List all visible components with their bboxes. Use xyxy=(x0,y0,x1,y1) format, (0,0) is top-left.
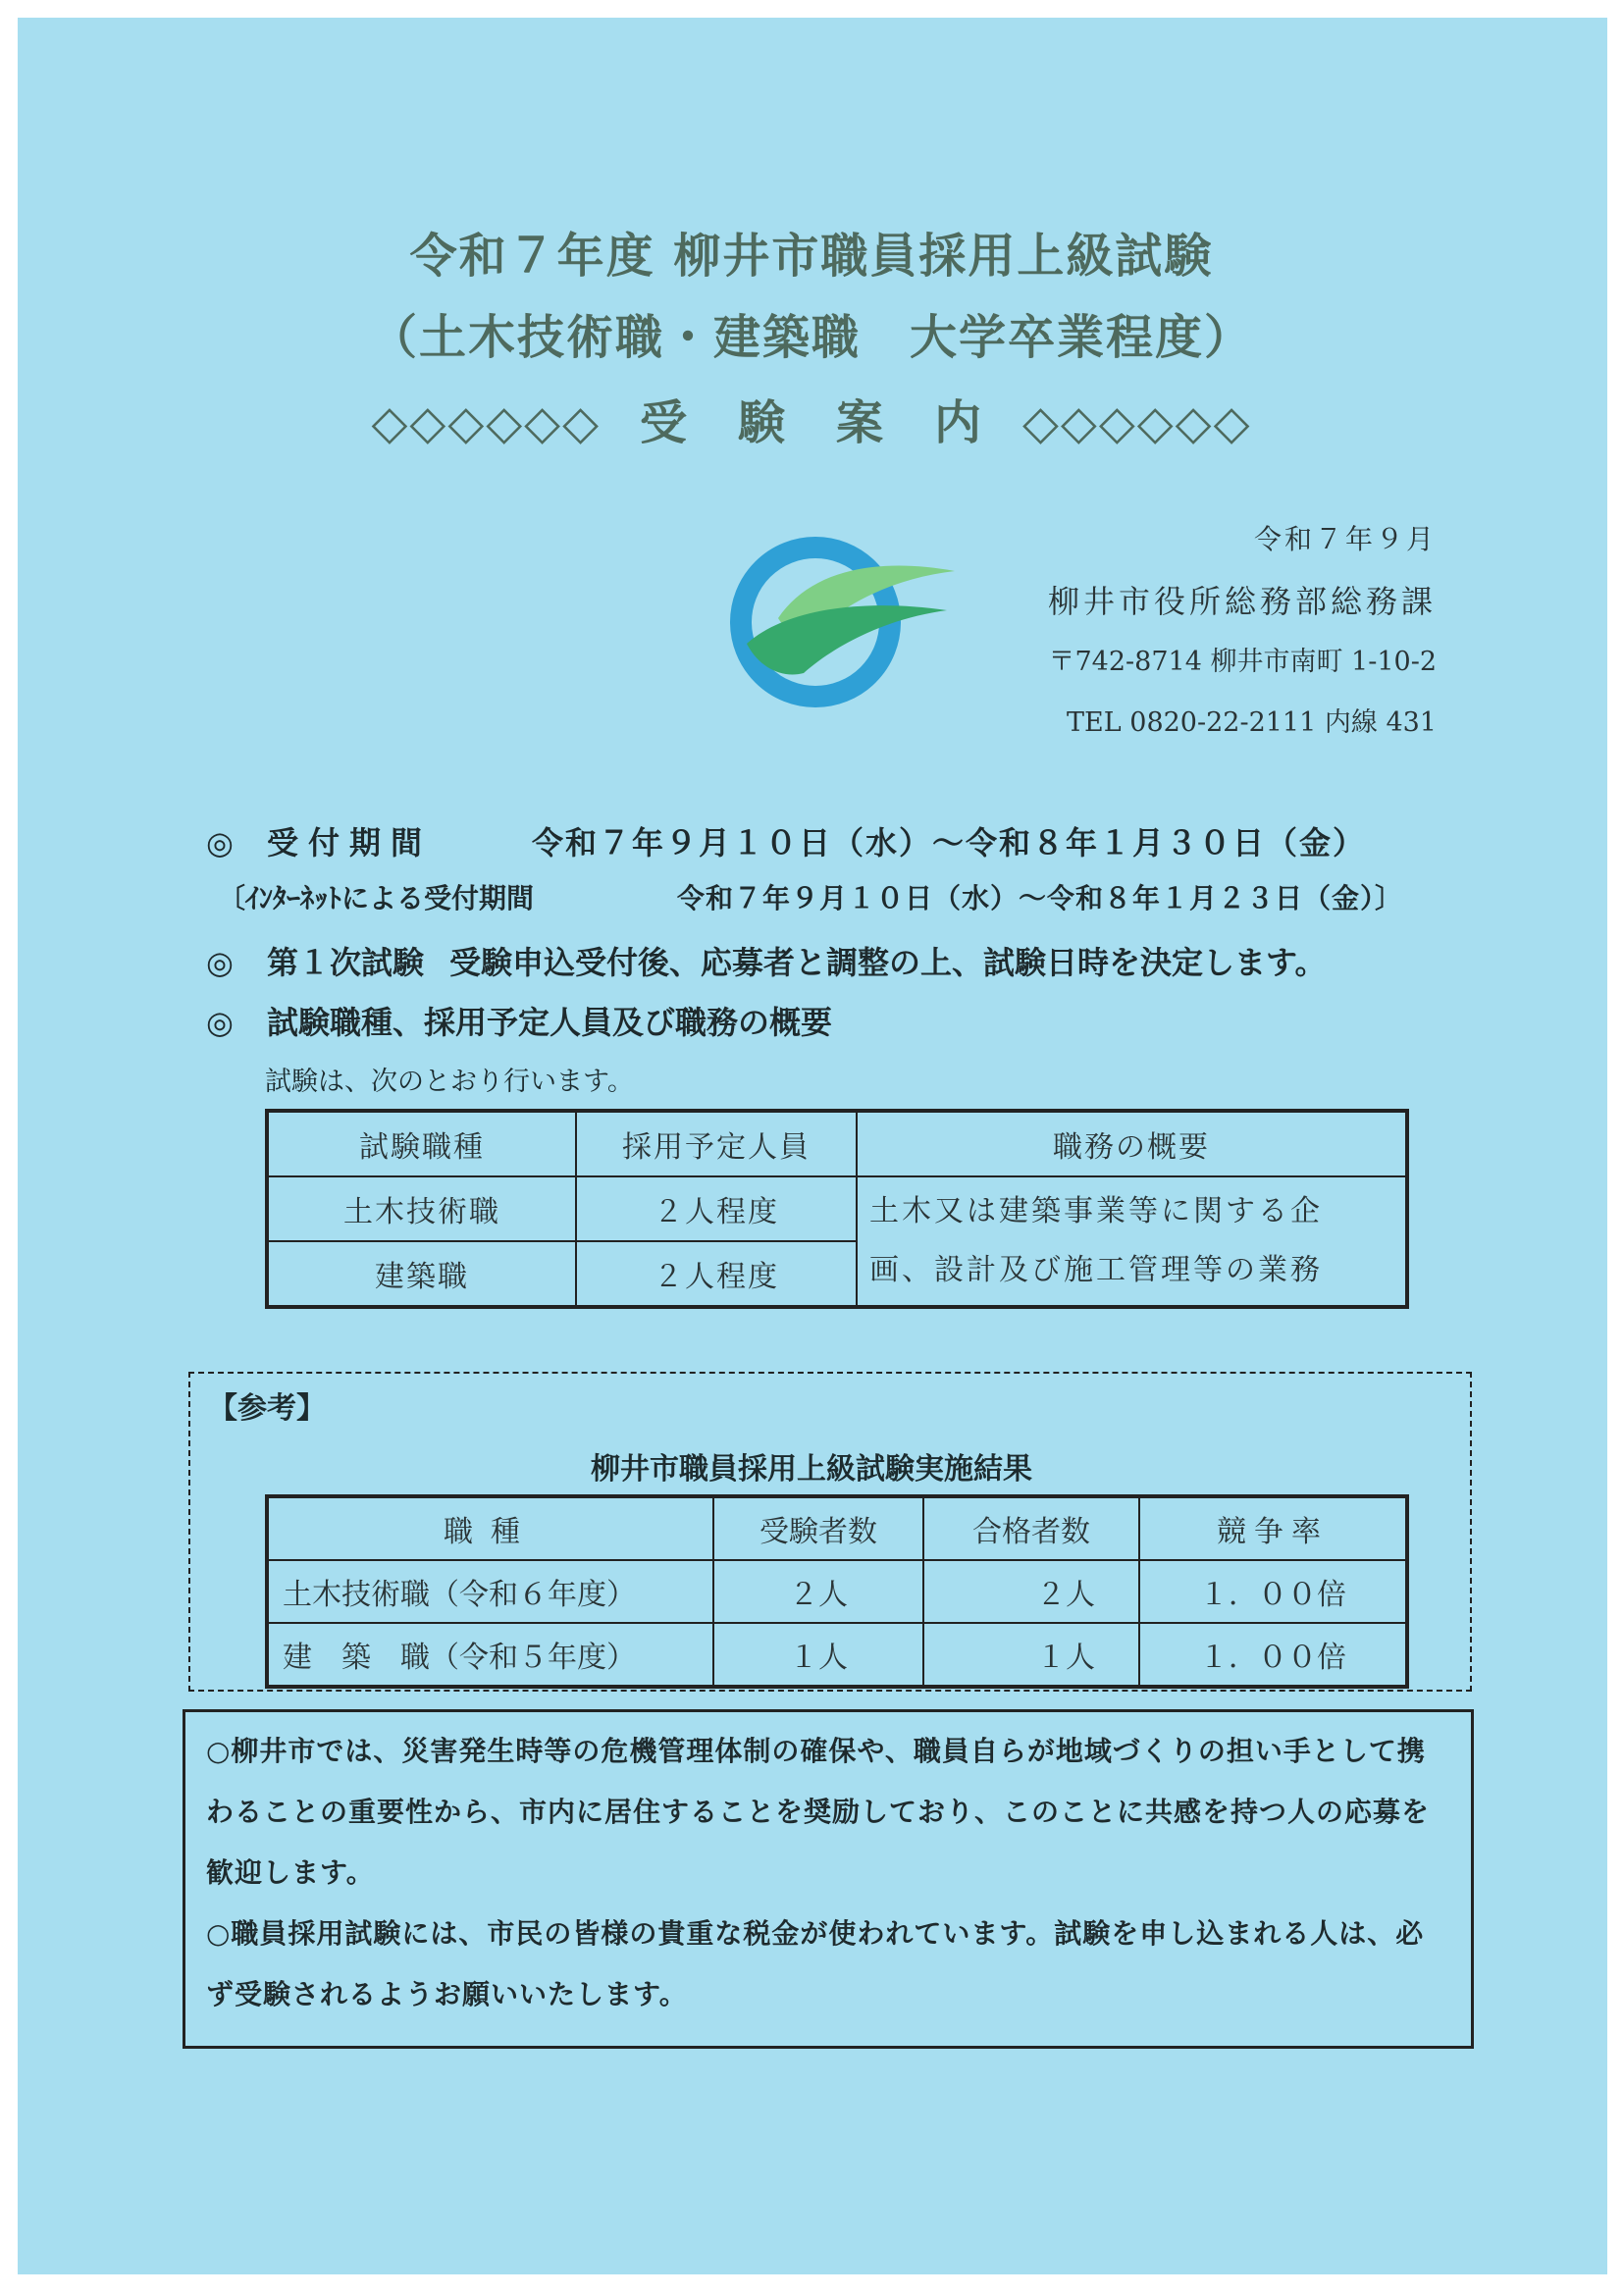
first-exam xyxy=(206,938,1326,983)
table-header-cell: 受験者数 xyxy=(713,1496,923,1560)
reference-title: 柳井市職員採用上級試験実施結果 xyxy=(591,1452,1032,1487)
reception-value: 令和７年９月１０日（水）～令和８年１月３０日（金） xyxy=(532,824,1367,861)
attendance-note: ○職員採用試験には、市民の皆様の貴重な税金が使われています。試験を申し込まれる人は、必ず受験されるようお願いいたします。 xyxy=(206,1917,1425,2010)
job-name-cell: 建築職 xyxy=(267,1241,576,1307)
overview-heading xyxy=(206,998,832,1043)
title-deco-right: ◇◇◇◇◇◇ xyxy=(1022,395,1252,450)
first-exam-label: 第１次試験 xyxy=(267,944,425,981)
job-count-cell: ２人程度 xyxy=(576,1176,857,1241)
job-count-cell: ２人程度 xyxy=(576,1241,857,1307)
job-name-cell: 土木技術職 xyxy=(267,1176,576,1241)
title-line-2: （土木技術職・建築職 大学卒業程度） xyxy=(369,310,1253,365)
exam-intro-text: 試験は、次のとおり行います。 xyxy=(265,1067,634,1097)
result-applicants-cell: ２人 xyxy=(713,1560,923,1623)
jobs-table xyxy=(265,1109,1409,1309)
result-passed-cell: １人 xyxy=(923,1623,1139,1687)
reference-label: 【参考】 xyxy=(208,1391,326,1426)
job-description-cell xyxy=(857,1176,1407,1307)
result-job-cell: 土木技術職（令和６年度） xyxy=(267,1560,713,1623)
table-row xyxy=(267,1623,1407,1687)
result-ratio-cell: １．００倍 xyxy=(1139,1560,1407,1623)
issue-date: 令和７年９月 xyxy=(1253,523,1437,555)
city-emblem-logo xyxy=(721,518,967,714)
internet-value: 令和７年９月１０日（水）～令和８年１月２３日（金）〕 xyxy=(677,882,1404,914)
job-description-line: 画、設計及び施工管理等の業務 xyxy=(869,1253,1323,1287)
title-line-1: 令和７年度 柳井市職員採用上級試験 xyxy=(409,229,1214,284)
first-exam-value: 受験申込受付後、応募者と調整の上、試験日時を決定します。 xyxy=(449,944,1327,981)
residence-note: ○柳井市では、災害発生時等の危機管理体制の確保や、職員自らが地域づくりの担い手として携わることの重要性から、市内に居住することを奨励しており、このことに共感を持つ人の応募を歓迎します。 xyxy=(206,1735,1431,1889)
issuer-phone: TEL 0820-22-2111 内線 431 xyxy=(1067,707,1437,738)
double-circle-bullet: ◎ xyxy=(206,824,234,861)
job-description-line: 土木又は建築事業等に関する企 xyxy=(869,1194,1323,1228)
table-header-row xyxy=(267,1496,1407,1560)
double-circle-bullet: ◎ xyxy=(206,1004,234,1041)
table-row xyxy=(267,1176,1407,1241)
result-ratio-cell: １．００倍 xyxy=(1139,1623,1407,1687)
overview-label: 試験職種、採用予定人員及び職務の概要 xyxy=(267,1004,833,1041)
table-header-row xyxy=(267,1111,1407,1176)
table-header-cell: 試験職種 xyxy=(267,1111,576,1176)
table-header-cell: 職務の概要 xyxy=(857,1111,1407,1176)
table-row xyxy=(267,1560,1407,1623)
internet-reception-period xyxy=(218,877,1403,916)
table-header-cell: 競争率 xyxy=(1139,1496,1407,1560)
title-main: 受 験 案 内 xyxy=(639,395,983,450)
title-deco-left: ◇◇◇◇◇◇ xyxy=(371,395,601,450)
reception-label: 受付期間 xyxy=(267,824,433,861)
issuer-address: 〒742-8714 柳井市南町 1-10-2 xyxy=(1048,647,1437,677)
result-applicants-cell: １人 xyxy=(713,1623,923,1687)
title-line-3 xyxy=(0,385,1623,452)
result-job-cell: 建 築 職（令和５年度） xyxy=(267,1623,713,1687)
table-header-cell: 採用予定人員 xyxy=(576,1111,857,1176)
table-header-cell: 合格者数 xyxy=(923,1496,1139,1560)
results-table xyxy=(265,1494,1409,1689)
internet-label: 〔ｲﾝﾀｰﾈｯﾄによる受付期間 xyxy=(218,882,535,914)
issuer-department: 柳井市役所総務部総務課 xyxy=(1047,583,1437,620)
table-header-cell: 職種 xyxy=(267,1496,713,1560)
reception-period xyxy=(206,818,1366,863)
result-passed-cell: ２人 xyxy=(923,1560,1139,1623)
double-circle-bullet: ◎ xyxy=(206,944,234,981)
